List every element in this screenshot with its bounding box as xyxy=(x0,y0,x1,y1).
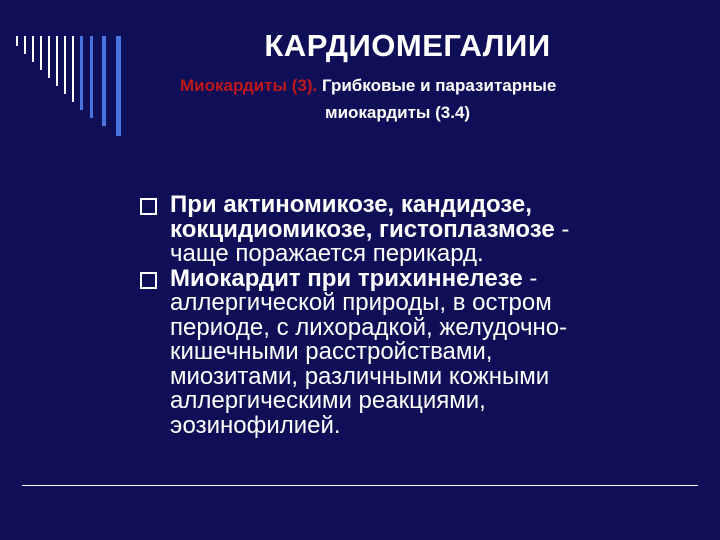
bullet-line: При актиномикозе, кандидозе, xyxy=(170,191,532,218)
subtitle-red-part: Миокардиты (3). xyxy=(180,76,318,95)
bullet-line: аллергической природы, в остром xyxy=(170,289,552,316)
bullet-box-icon xyxy=(140,198,157,215)
bullet-line: чаще поражается перикард. xyxy=(170,240,484,267)
subtitle-white-part: Грибковые и паразитарные xyxy=(317,76,557,95)
bullet-line: кокцидиомикозе, гистоплазмозе - xyxy=(170,215,570,243)
bullet-item xyxy=(140,264,700,439)
bullet-line: аллергическими реакциями, xyxy=(170,387,486,414)
bullet-list xyxy=(140,193,700,438)
bullet-item xyxy=(140,193,700,267)
bottom-divider xyxy=(22,485,698,486)
bullet-line: эозинофилией. xyxy=(170,411,341,439)
slide-subtitle-line-2: миокардиты (3.4) xyxy=(325,103,471,122)
bullet-line: кишечными расстройствами, xyxy=(170,338,493,365)
bullet-line: периоде, с лихорадкой, желудочно- xyxy=(170,313,568,341)
bullet-line: Миокардит при трихиннелезе - xyxy=(170,264,538,292)
bullet-box-icon xyxy=(140,272,157,289)
slide-subtitle-line-1 xyxy=(180,76,556,96)
bullet-line: миозитами, различными кожными xyxy=(170,362,550,390)
slide-title: КАРДИОМЕГАЛИИ xyxy=(264,28,551,63)
